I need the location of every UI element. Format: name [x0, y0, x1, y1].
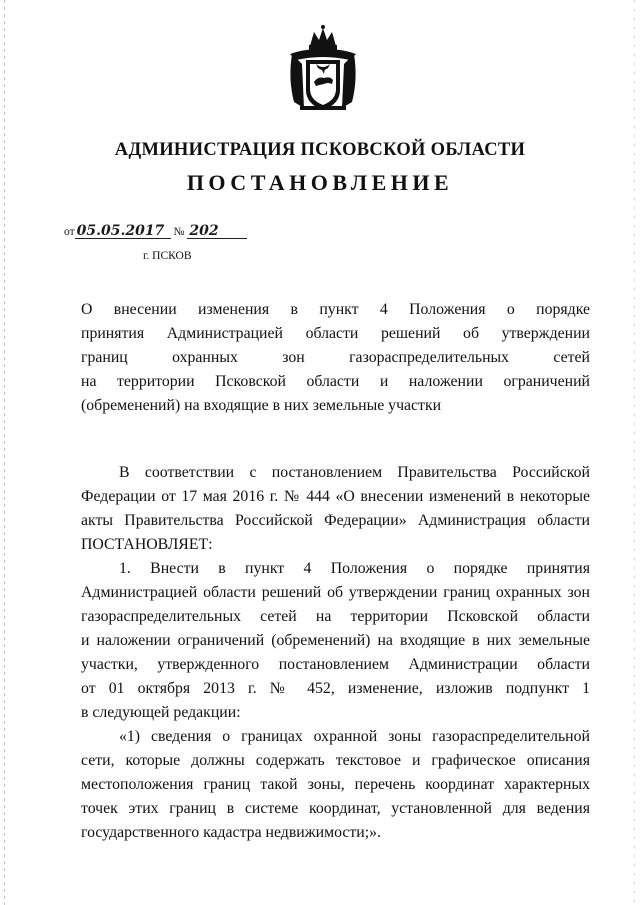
quote-line: «1) сведения о границах охранной зоны газораспределительной: [119, 728, 590, 745]
preamble-line: Федерации от 17 мая 2016 г. № 444 «О внесении изменений в некоторые: [81, 488, 590, 505]
item1-line: участки, утвержденного постановлением Администрации области: [81, 656, 590, 673]
number-prefix: №: [173, 226, 185, 238]
subject-line: принятия Администрацией области решений об утверждении: [81, 325, 590, 342]
subject-line: (обременений) на входящие в них земельные участки: [81, 397, 442, 414]
scan-edge-left: [4, 0, 5, 905]
item1-line: газораспределительных сетей на территории Псковской области: [81, 608, 590, 625]
item1-line: и наложении ограничений (обременений) на входящие в них земельные: [81, 632, 590, 649]
handwritten-number: 202: [187, 224, 247, 239]
city-label: г. ПСКОВ: [143, 250, 192, 262]
item1-line: Администрацией области решений об утверждении границ охранных зон: [81, 584, 590, 601]
item1-line: 1. Внести в пункт 4 Положения о порядке принятия: [119, 560, 590, 577]
pskov-coat-of-arms-icon: [284, 24, 362, 114]
document-subject: [81, 298, 590, 418]
subject-line: границ охранных зон газораспределительных сетей: [81, 349, 590, 366]
preamble-line: ПОСТАНОВЛЯЕТ:: [81, 536, 213, 553]
quote-line: точек этих границ в системе координат, установленной для ведения: [81, 800, 590, 817]
quote-line: сети, которые должны содержать текстовое и графическое описания: [81, 752, 590, 769]
registration-line: [64, 224, 247, 239]
item1-line: в следующей редакции:: [81, 704, 241, 721]
scan-edge-right: [634, 0, 635, 905]
document-type-heading: ПОСТАНОВЛЕНИЕ: [186, 170, 454, 195]
subject-line: на территории Псковской области и наложении ограничений: [81, 373, 590, 390]
preamble-line: акты Правительства Российской Федерации» Администрация области: [81, 512, 590, 529]
handwritten-date: 05.05.2017: [75, 224, 171, 239]
subject-line: О внесении изменения в пункт 4 Положения о порядке: [81, 301, 590, 318]
item1-line: от 01 октября 2013 г. № 452, изменение, изложив подпункт 1: [81, 680, 590, 697]
organization-title: АДМИНИСТРАЦИЯ ПСКОВСКОЙ ОБЛАСТИ: [114, 140, 526, 160]
quote-line: местоположения границ такой зоны, перечень координат характерных: [81, 776, 590, 793]
preamble-line: В соответствии с постановлением Правительства Российской: [119, 464, 590, 481]
document-body: [81, 461, 590, 845]
quote-line: государственного кадастра недвижимости;».: [81, 824, 381, 841]
date-prefix: от: [64, 226, 75, 238]
